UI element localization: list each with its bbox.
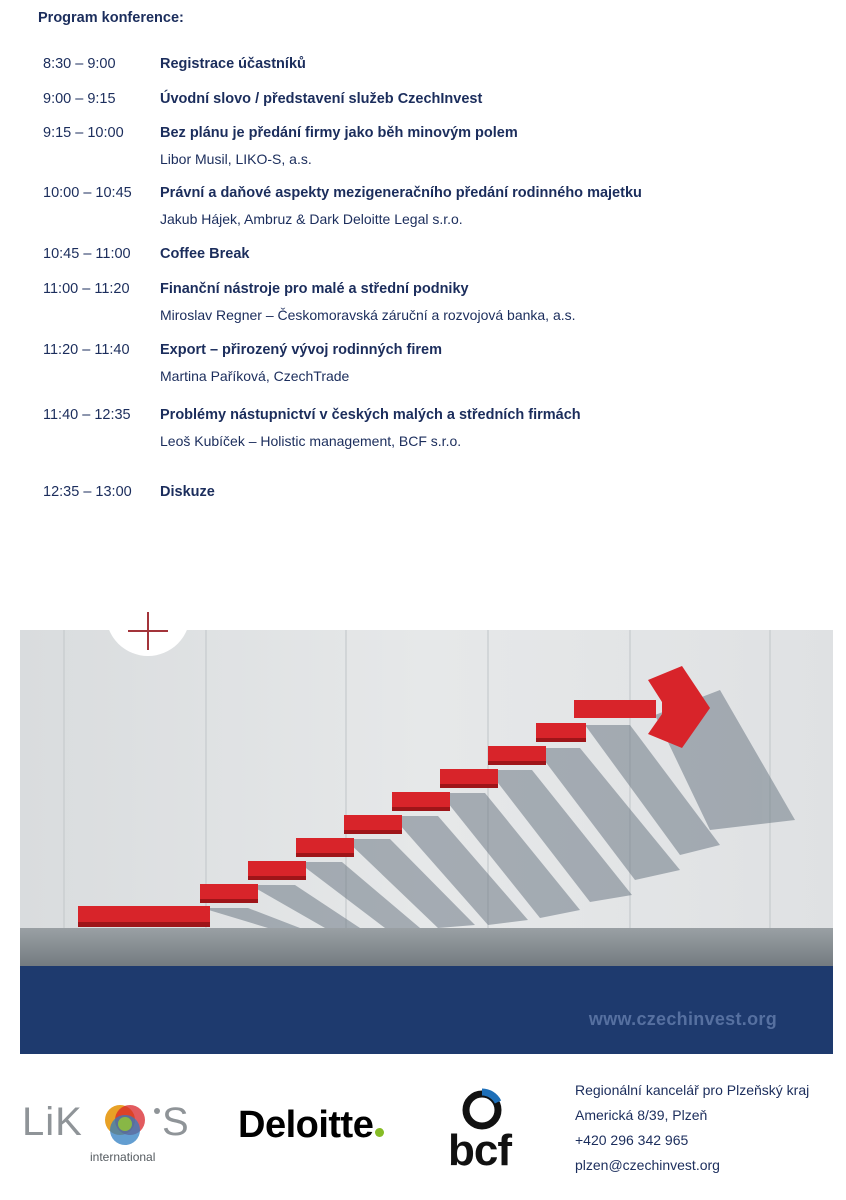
banner-image xyxy=(20,630,833,1054)
agenda-time: 11:40 – 12:35 xyxy=(43,407,131,423)
deloitte-logo-text: Deloitte xyxy=(238,1104,374,1146)
agenda-title: Problémy nástupnictví v českých malých a středních firmách xyxy=(160,407,581,423)
bcf-logo-text: bcf xyxy=(448,1126,511,1175)
bcf-logo xyxy=(448,1086,532,1174)
staircase-illustration xyxy=(20,630,833,1054)
likos-logo-sub: international xyxy=(90,1150,156,1164)
agenda-time: 8:30 – 9:00 xyxy=(43,56,116,72)
banner-url: www.czechinvest.org xyxy=(588,1009,777,1029)
agenda-speaker: Martina Paříková, CzechTrade xyxy=(160,368,350,384)
agenda-time: 10:00 – 10:45 xyxy=(43,185,132,201)
agenda-speaker: Jakub Hájek, Ambruz & Dark Deloitte Legal s.r.o. xyxy=(160,211,463,227)
agenda-time: 9:15 – 10:00 xyxy=(43,125,124,141)
agenda-time: 10:45 – 11:00 xyxy=(43,246,131,262)
contact-block xyxy=(575,1078,809,1178)
likos-logo-text: LiK xyxy=(22,1100,83,1144)
likos-circle-icon xyxy=(102,1102,152,1152)
agenda-title: Registrace účastníků xyxy=(160,56,306,72)
agenda-speaker: Libor Musil, LIKO-S, a.s. xyxy=(160,151,312,167)
likos-dot xyxy=(154,1108,160,1114)
program-heading: Program konference: xyxy=(38,10,184,26)
deloitte-logo xyxy=(238,1104,384,1147)
agenda-title: Diskuze xyxy=(160,484,215,500)
agenda-speaker: Miroslav Regner – Českomoravská záruční a rozvojová banka, a.s. xyxy=(160,307,576,323)
deloitte-dot xyxy=(375,1128,384,1137)
likos-logo-end: S xyxy=(162,1100,189,1144)
agenda-title: Finanční nástroje pro malé a střední podniky xyxy=(160,281,469,297)
agenda-time: 11:20 – 11:40 xyxy=(43,342,130,358)
agenda-time: 11:00 – 11:20 xyxy=(43,281,130,297)
plus-badge xyxy=(106,572,190,656)
contact-address: Americká 8/39, Plzeň xyxy=(575,1107,708,1123)
likos-logo xyxy=(22,1100,192,1168)
agenda-time: 9:00 – 9:15 xyxy=(43,91,116,107)
plus-icon xyxy=(106,572,190,656)
agenda-title: Coffee Break xyxy=(160,246,250,262)
agenda-title: Právní a daňové aspekty mezigeneračního předání rodinného majetku xyxy=(160,185,642,201)
contact-office: Regionální kancelář pro Plzeňský kraj xyxy=(575,1082,810,1098)
agenda-speaker: Leoš Kubíček – Holistic management, BCF s.r.o. xyxy=(160,433,462,449)
contact-phone: +420 296 342 965 xyxy=(575,1132,689,1148)
agenda-time: 12:35 – 13:00 xyxy=(43,484,132,500)
contact-email: plzen@czechinvest.org xyxy=(575,1157,720,1173)
agenda-title: Úvodní slovo / představení služeb CzechInvest xyxy=(160,91,483,107)
agenda-title: Export – přirozený vývoj rodinných firem xyxy=(160,342,443,358)
agenda-title: Bez plánu je předání firmy jako běh minovým polem xyxy=(160,125,518,141)
